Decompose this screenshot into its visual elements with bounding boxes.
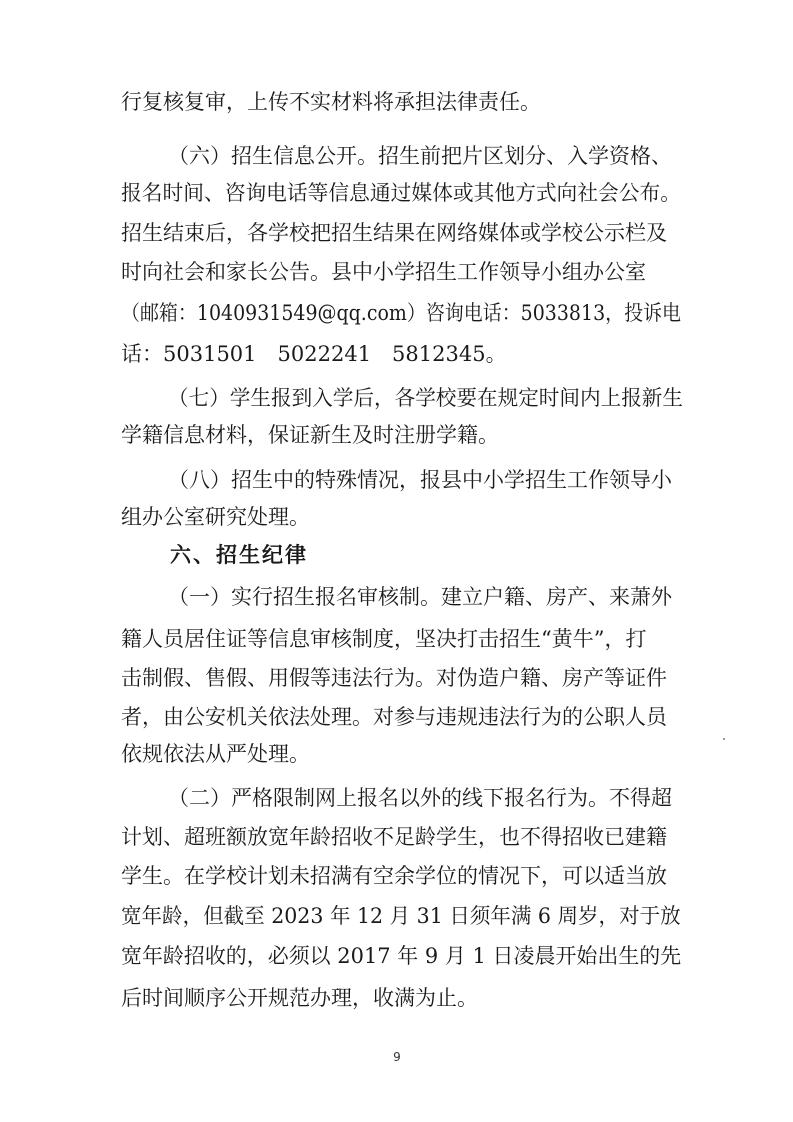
text-line: （八）招生中的特殊情况，报县中小学招生工作领导小	[168, 468, 672, 492]
text-line: 组办公室研究处理。	[121, 505, 310, 529]
text-line: 时向社会和家长公告。县中小学招生工作领导小组办公室	[121, 260, 646, 284]
text-line: 话：5031501 5022241 5812345。	[121, 342, 507, 366]
text-line: 者，由公安机关依法处理。对参与违规违法行为的公职人员	[121, 705, 667, 729]
text-line: 学生。在学校计划未招满有空余学位的情况下，可以适当放	[121, 864, 667, 888]
page-number: 9	[393, 1050, 401, 1064]
text-line: 计划、超班额放宽年龄招收不足龄学生，也不得招收已建籍	[121, 825, 667, 849]
text-line: 籍人员居住证等信息审核制度，坚决打击招生“黄牛”，打	[121, 627, 647, 651]
section-heading: 六、招生纪律	[170, 543, 308, 567]
text-line: 行复核复审，上传不实材料将承担法律责任。	[121, 90, 541, 114]
scan-speck	[723, 738, 725, 740]
text-line: 后时间顺序公开规范办理，收满为止。	[121, 986, 478, 1010]
text-line: （六）招生信息公开。招生前把片区划分、入学资格、	[168, 144, 672, 168]
text-line: （邮箱：1040931549@qq.com）咨询电话：5033813，投诉电	[121, 301, 682, 325]
text-line: 依规依法从严处理。	[121, 742, 310, 766]
text-line: 宽年龄，但截至 2023 年 12 月 31 日须年满 6 周岁，对于放	[121, 904, 681, 928]
text-line: 宽年龄招收的，必须以 2017 年 9 月 1 日凌晨开始出生的先	[121, 944, 682, 968]
text-line: 招生结束后，各学校把招生结果在网络媒体或学校公示栏及	[121, 221, 667, 245]
text-line: （二）严格限制网上报名以外的线下报名行为。不得超	[168, 786, 672, 810]
text-line: 报名时间、咨询电话等信息通过媒体或其他方式向社会公布。	[121, 181, 681, 205]
text-line: （一）实行招生报名审核制。建立户籍、房产、来萧外	[168, 585, 672, 609]
text-line: 击制假、售假、用假等违法行为。对伪造户籍、房产等证件	[121, 666, 667, 690]
text-line: （七）学生报到入学后，各学校要在规定时间内上报新生	[168, 386, 683, 410]
text-line: 学籍信息材料，保证新生及时注册学籍。	[121, 423, 499, 447]
